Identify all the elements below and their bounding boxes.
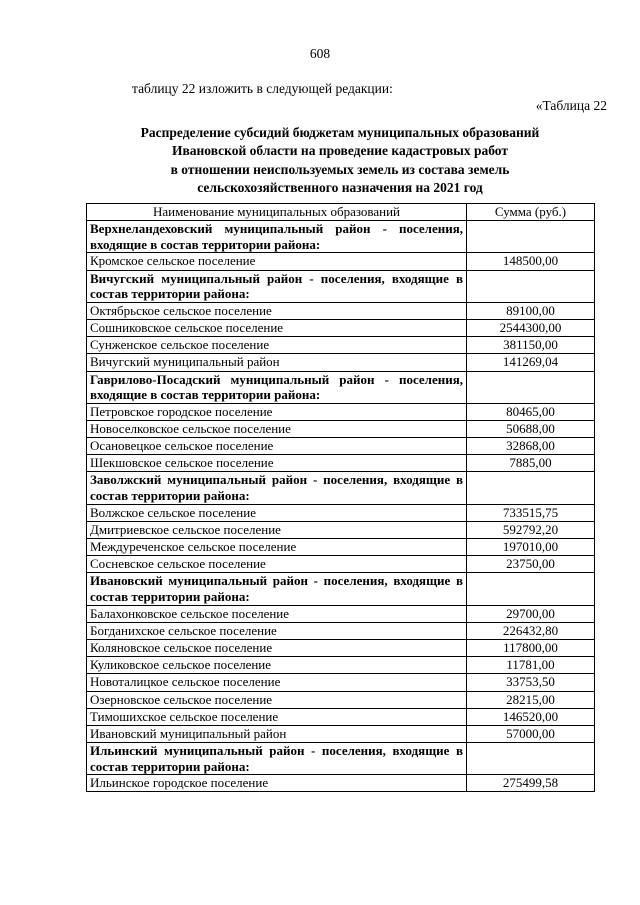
document-title: [90, 124, 590, 197]
table-row: [87, 708, 595, 725]
settlement-name: Озерновское сельское поселение: [87, 691, 467, 708]
subsidy-amount: 2544300,00: [467, 319, 595, 336]
settlement-name: Богданихское сельское поселение: [87, 622, 467, 639]
settlement-name: Сошниковское сельское поселение: [87, 319, 467, 336]
subsidy-amount: 80465,00: [467, 403, 595, 420]
district-name: Заволжский муниципальный район - поселения, входящие в состав территории района:: [87, 472, 467, 504]
table-row: [87, 622, 595, 639]
table-group-row: [87, 371, 595, 403]
district-name: Гаврилово-Посадский муниципальный район - поселения, входящие в состав территории района:: [87, 371, 467, 403]
subsidy-amount: [467, 743, 595, 775]
table-group-row: [87, 221, 595, 253]
subsidy-amount: 146520,00: [467, 708, 595, 725]
table-row: [87, 302, 595, 319]
table-row: [87, 657, 595, 674]
subsidy-amount: 733515,75: [467, 504, 595, 521]
settlement-name: Петровское городское поселение: [87, 403, 467, 420]
table-row: [87, 556, 595, 573]
table-row: [87, 253, 595, 270]
subsidy-amount: [467, 573, 595, 605]
settlement-name: Сунженское сельское поселение: [87, 337, 467, 354]
subsidy-amount: 50688,00: [467, 420, 595, 437]
title-line: в отношении неиспользуемых земель из состава земель: [170, 161, 510, 177]
table-row: [87, 775, 595, 792]
settlement-name: Сосневское сельское поселение: [87, 556, 467, 573]
table-row: [87, 403, 595, 420]
title-line: сельскохозяйственного назначения на 2021 год: [197, 179, 483, 195]
table-row: [87, 455, 595, 472]
subsidy-amount: 275499,58: [467, 775, 595, 792]
table-row: [87, 605, 595, 622]
title-line: Распределение субсидий бюджетам муниципальных образований: [140, 125, 540, 140]
table-row: [87, 521, 595, 538]
table-group-row: [87, 472, 595, 504]
settlement-name: Ивановский муниципальный район: [87, 725, 467, 742]
settlement-name: Балахонковское сельское поселение: [87, 605, 467, 622]
table-row: [87, 639, 595, 656]
settlement-name: Новоселковское сельское поселение: [87, 420, 467, 437]
table-row: [87, 504, 595, 521]
subsidy-table: [86, 203, 595, 792]
settlement-name: Шекшовское сельское поселение: [87, 455, 467, 472]
subsidy-amount: 141269,04: [467, 354, 595, 371]
settlement-name: Октябрьское сельское поселение: [87, 302, 467, 319]
subsidy-amount: 226432,80: [467, 622, 595, 639]
subsidy-amount: 11781,00: [467, 657, 595, 674]
table-row: [87, 725, 595, 742]
settlement-name: Осановецкое сельское поселение: [87, 438, 467, 455]
table-group-row: [87, 270, 595, 302]
table-reference: «Таблица 22: [535, 98, 607, 113]
district-name: Ильинский муниципальный район - поселения, входящие в состав территории района:: [87, 743, 467, 775]
header-name: Наименование муниципальных образований: [87, 204, 467, 221]
subsidy-amount: 7885,00: [467, 455, 595, 472]
settlement-name: Кромское сельское поселение: [87, 253, 467, 270]
table-group-row: [87, 743, 595, 775]
table-row: [87, 539, 595, 556]
subsidy-amount: 117800,00: [467, 639, 595, 656]
subsidy-amount: 28215,00: [467, 691, 595, 708]
table-header-row: [87, 204, 595, 221]
subsidy-amount: 381150,00: [467, 337, 595, 354]
title-line: Ивановской области на проведение кадастровых работ: [171, 143, 508, 159]
table-row: [87, 319, 595, 336]
district-name: Верхнеландеховский муниципальный район - поселения, входящие в состав территории района:: [87, 221, 467, 253]
page-number: 608: [309, 46, 331, 61]
settlement-name: Тимошихское сельское поселение: [87, 708, 467, 725]
subsidy-amount: [467, 221, 595, 253]
subsidy-amount: 592792,20: [467, 521, 595, 538]
subsidy-amount: 197010,00: [467, 539, 595, 556]
subsidy-amount: 89100,00: [467, 302, 595, 319]
table-row: [87, 420, 595, 437]
settlement-name: Ильинское городское поселение: [87, 775, 467, 792]
settlement-name: Куликовское сельское поселение: [87, 657, 467, 674]
subsidy-amount: 148500,00: [467, 253, 595, 270]
subsidy-amount: 29700,00: [467, 605, 595, 622]
settlement-name: Новоталицкое сельское поселение: [87, 674, 467, 691]
table-body: [87, 221, 595, 792]
district-name: Вичугский муниципальный район - поселения, входящие в состав территории района:: [87, 270, 467, 302]
settlement-name: Дмитриевское сельское поселение: [87, 521, 467, 538]
table-row: [87, 438, 595, 455]
subsidy-amount: 23750,00: [467, 556, 595, 573]
district-name: Ивановский муниципальный район - поселения, входящие в состав территории района:: [87, 573, 467, 605]
header-amount: Сумма (руб.): [467, 204, 595, 221]
settlement-name: Вичугский муниципальный район: [87, 354, 467, 371]
settlement-name: Коляновское сельское поселение: [87, 639, 467, 656]
subsidy-amount: 33753,50: [467, 674, 595, 691]
table-row: [87, 691, 595, 708]
subsidy-amount: [467, 371, 595, 403]
subsidy-amount: [467, 270, 595, 302]
subsidy-amount: [467, 472, 595, 504]
intro-text: таблицу 22 изложить в следующей редакции:: [132, 81, 393, 96]
table-group-row: [87, 573, 595, 605]
table-row: [87, 354, 595, 371]
table-row: [87, 337, 595, 354]
settlement-name: Волжское сельское поселение: [87, 504, 467, 521]
table-row: [87, 674, 595, 691]
settlement-name: Междуреченское сельское поселение: [87, 539, 467, 556]
subsidy-amount: 57000,00: [467, 725, 595, 742]
subsidy-amount: 32868,00: [467, 438, 595, 455]
